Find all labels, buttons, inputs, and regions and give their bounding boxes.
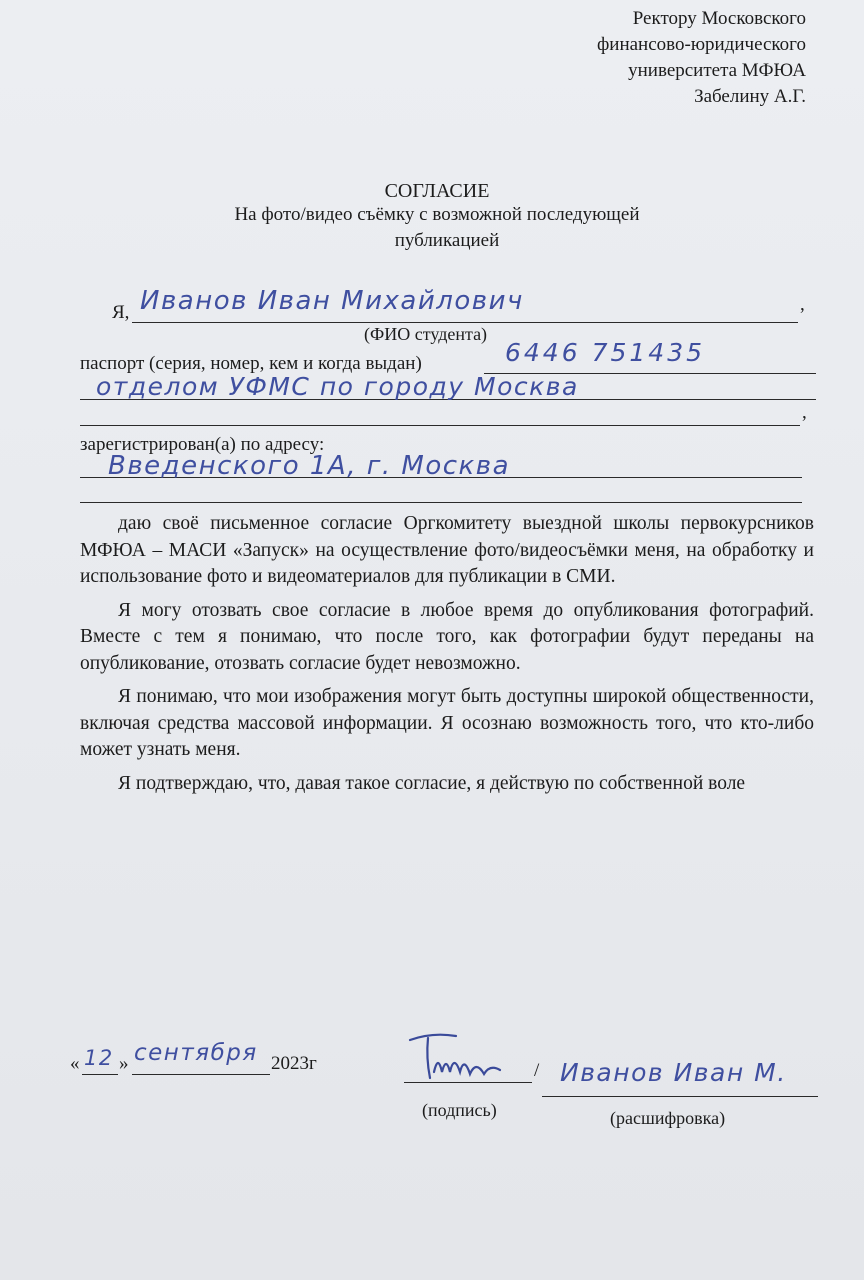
- date-close-quote: »: [119, 1053, 129, 1074]
- addressee-line: Забелину А.Г.: [694, 86, 806, 107]
- passport-issuer-handwritten: отделом УФМС по городу Москва: [96, 372, 579, 401]
- addressee-line: финансово-юридического: [596, 34, 806, 55]
- date-month-handwritten: сентября: [134, 1040, 258, 1066]
- name-caption: (ФИО студента): [364, 324, 488, 344]
- addressee-line: университета МФЮА: [628, 60, 806, 81]
- consent-paragraph: Я могу отозвать свое согласие в любое время до опубликования фотографий. Вместе с тем я понимаю, что после того, как фотографии будут переданы на опубликование, отозвать согласие будет невозможно.: [80, 599, 814, 674]
- address-underline-2: [80, 502, 802, 503]
- decoding-caption: (расшифровка): [610, 1108, 726, 1128]
- date-month-underline: [132, 1074, 270, 1075]
- date-year: 2023г: [271, 1053, 317, 1074]
- student-name-handwritten: Иванов Иван Михайлович: [140, 286, 524, 316]
- document-subtitle-1: На фото/видео съёмку с возможной последующей: [234, 204, 640, 225]
- passport-label: паспорт (серия, номер, кем и когда выдан): [80, 353, 422, 374]
- consent-body: [80, 511, 814, 804]
- document-subtitle-2: публикацией: [394, 230, 500, 251]
- passport-number-handwritten: 6446 751435: [505, 338, 706, 367]
- consent-paragraph: Я понимаю, что мои изображения могут быть доступны широкой общественности, включая средства массовой информации. Я осознаю возможность того, что кто-либо может узнать меня.: [80, 686, 814, 760]
- addressee-line: Ректору Московского: [632, 8, 806, 29]
- date-day-handwritten: 12: [84, 1046, 114, 1070]
- signature-caption: (подпись): [422, 1100, 497, 1120]
- addressee-block: [597, 6, 806, 110]
- signature-underline: [404, 1082, 532, 1083]
- address-label: зарегистрирован(а) по адресу:: [80, 434, 325, 455]
- date-open-quote: «: [70, 1053, 80, 1074]
- document-title: СОГЛАСИЕ: [384, 180, 490, 202]
- name-underline: [132, 322, 798, 323]
- consent-paragraph: даю своё письменное согласие Оргкомитету выездной школы первокурсников МФЮА – МАСИ «Запуск» на осуществление фото/видеосъёмки меня, на обработку и использование фото и видеоматериалов для публикации в СМИ.: [80, 513, 814, 587]
- name-prefix: Я,: [112, 302, 130, 323]
- signature-image: [404, 1030, 508, 1086]
- signature-slash: /: [534, 1060, 540, 1081]
- consent-paragraph: Я подтверждаю, что, давая такое согласие, я действую по собственной воле: [118, 772, 746, 794]
- decoding-underline: [542, 1096, 818, 1097]
- passport-comma: ,: [802, 402, 807, 423]
- passport-underline-3: [80, 425, 800, 426]
- name-comma: ,: [800, 294, 805, 315]
- address-handwritten: Введенского 1А, г. Москва: [108, 451, 511, 481]
- decoding-handwritten: Иванов Иван М.: [560, 1058, 787, 1087]
- date-day-underline: [82, 1074, 118, 1075]
